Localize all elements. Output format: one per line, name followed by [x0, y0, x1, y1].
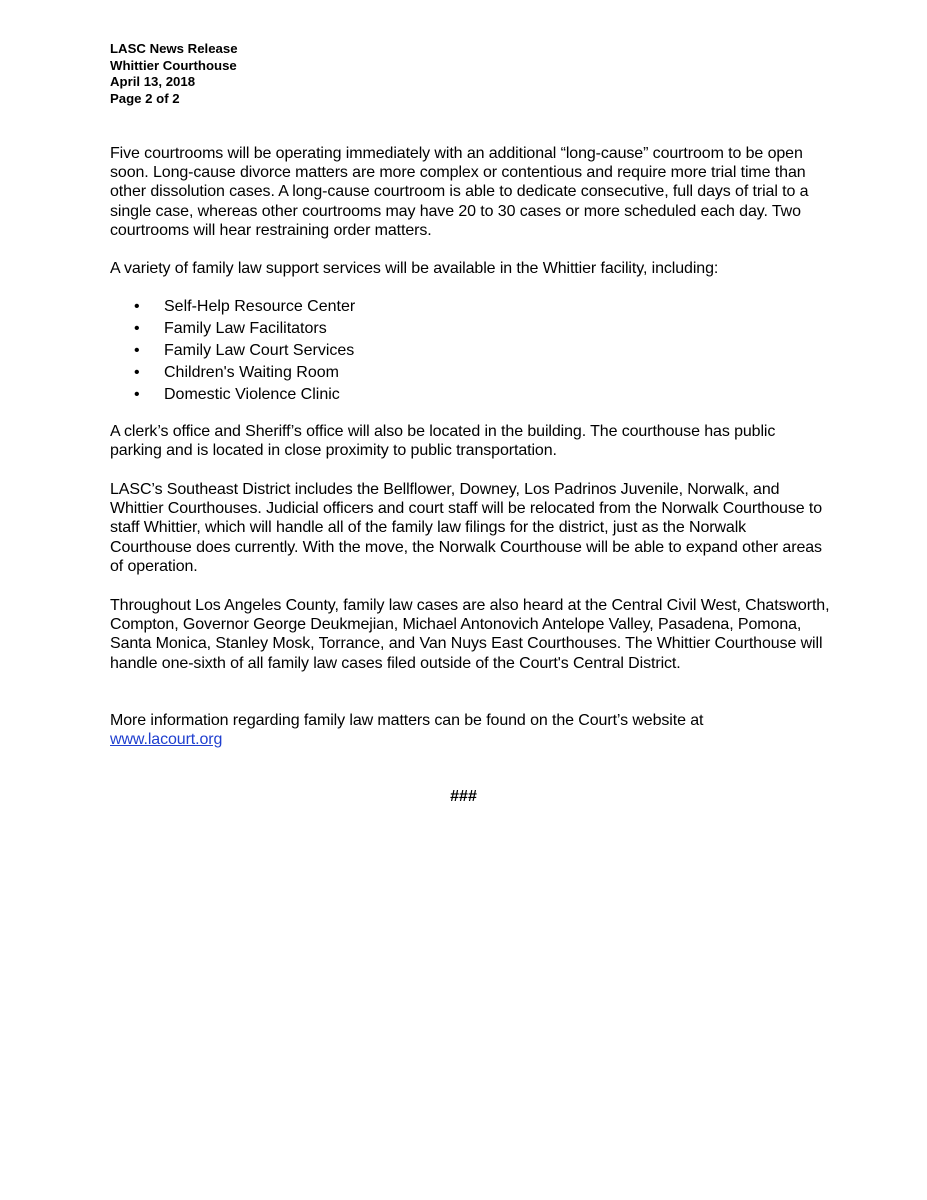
- bullet-icon: •: [134, 364, 140, 381]
- header-page-number: Page 2 of 2: [110, 90, 180, 106]
- release-header: [110, 41, 238, 107]
- paragraph-southeast-district: LASC’s Southeast District includes the Bellflower, Downey, Los Padrinos Juvenile, Norwalk, and Whittier Courthouses. Judicial officers and court staff will be relocated from the Norwalk Courthouse to staff Whittier, which will handle all of the family law filings for the district, just as the Norwalk Courthouse does currently. With the move, the Norwalk Courthouse will be able to expand other areas of operation.: [110, 481, 823, 575]
- services-list: [110, 296, 355, 406]
- bullet-icon: •: [134, 342, 140, 359]
- paragraph-clerk-office: A clerk’s office and Sheriff’s office will also be located in the building. The courthouse has public parking and is located in close proximity to public transportation.: [110, 423, 776, 460]
- header-date: April 13, 2018: [110, 74, 196, 89]
- service-label: Domestic Violence Clinic: [164, 386, 340, 403]
- list-item: [110, 362, 355, 384]
- website-link[interactable]: www.lacourt.org: [110, 731, 223, 749]
- bullet-icon: •: [134, 320, 140, 337]
- paragraph-more-information: [110, 711, 830, 749]
- header-release-title: LASC News Release: [110, 41, 238, 56]
- list-item: [110, 340, 355, 362]
- service-label: Children's Waiting Room: [164, 364, 339, 381]
- end-of-release-mark: ###: [450, 788, 477, 805]
- list-item: [110, 318, 355, 340]
- paragraph-county-courthouses: Throughout Los Angeles County, family law cases are also heard at the Central Civil West, Chatsworth, Compton, Governor George Deukmejian, Michael Antonovich Antelope Valley, Pasadena, Pomona, Santa Monica, Stanley Mosk, Torrance, and Van Nuys East Courthouses. The Whittier Courthouse will handle one-sixth of all family law cases filed outside of the Court's Central District.: [110, 597, 830, 672]
- more-information-text: More information regarding family law matters can be found on the Court’s website at: [110, 712, 704, 729]
- paragraph-courtrooms: Five courtrooms will be operating immediately with an additional “long-cause” courtroom to be open soon. Long-cause divorce matters are more complex or contentious and require more trial time than other dissolution cases. A long-cause courtroom is able to dedicate consecutive, full days of trial to a single case, whereas other courtrooms may have 20 to 30 cases or more scheduled each day. Two courtrooms will hear restraining order matters.: [110, 145, 809, 239]
- paragraph-services-intro: A variety of family law support services will be available in the Whittier facility, including:: [110, 260, 719, 277]
- service-label: Self-Help Resource Center: [164, 298, 356, 315]
- bullet-icon: •: [134, 386, 140, 403]
- list-item: [110, 296, 355, 318]
- service-label: Family Law Facilitators: [164, 320, 327, 337]
- bullet-icon: •: [134, 298, 140, 315]
- list-item: [110, 384, 355, 406]
- service-label: Family Law Court Services: [164, 342, 355, 359]
- header-courthouse: Whittier Courthouse: [110, 57, 237, 73]
